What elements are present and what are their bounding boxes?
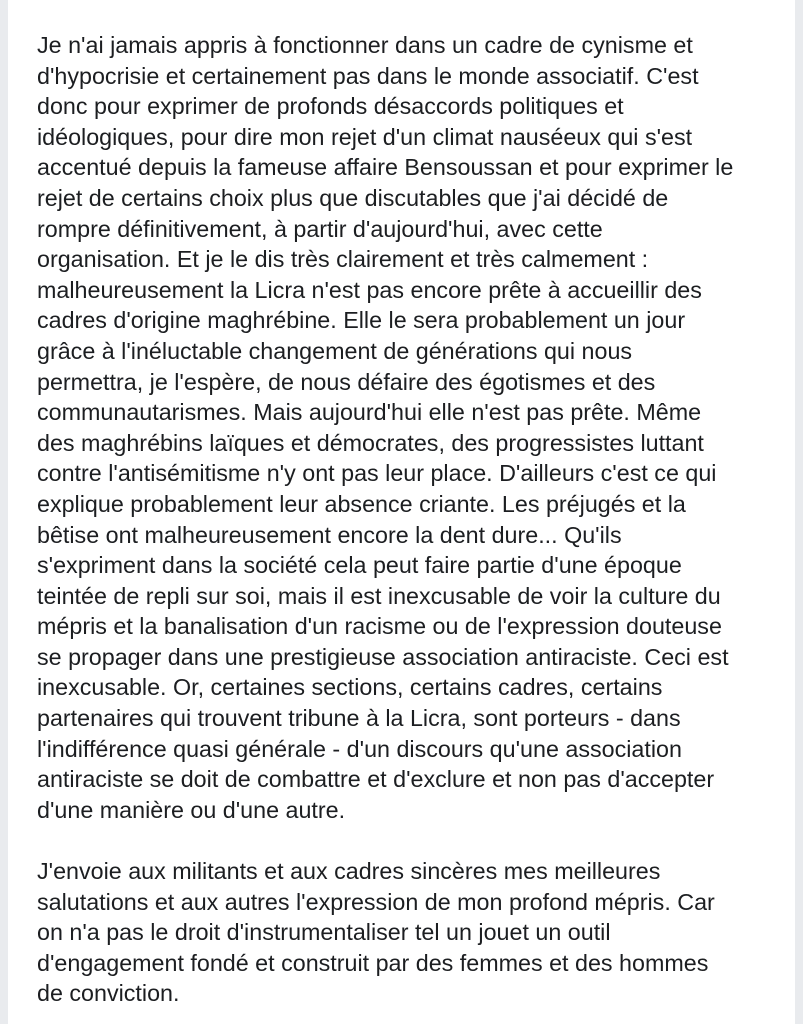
text-line: rompre définitivement, à partir d'aujourd'hui, avec cette [37,215,603,242]
text-line: grâce à l'inéluctable changement de générations qui nous [37,337,633,364]
text-line: rejet de certains choix plus que discutables que j'ai décidé de [37,184,669,211]
text-line: antiraciste se doit de combattre et d'exclure et non pas d'accepter [37,766,715,793]
text-line: inexcusable. Or, certaines sections, certains cadres, certains [37,674,663,701]
text-line: Je n'ai jamais appris à fonctionner dans un cadre de cynisme et [37,32,693,58]
text-line: d'une manière ou d'une autre. [37,796,346,823]
text-line: idéologiques, pour dire mon rejet d'un climat nauséeux qui s'est [37,123,693,150]
post-paragraph-2 [37,856,803,1009]
text-line: partenaires qui trouvent tribune à la Licra, sont porteurs - dans [37,705,681,732]
text-line: communautarismes. Mais aujourd'hui elle n'est pas prête. Même [37,399,702,426]
text-line: teintée de repli sur soi, mais il est inexcusable de voir la culture du [37,582,721,609]
text-line: se propager dans une prestigieuse association antiraciste. Ceci est [37,643,729,670]
text-line: des maghrébins laïques et démocrates, des progressistes luttant [37,429,704,456]
text-line: de conviction. [37,980,180,1007]
text-line: d'engagement fondé et construit par des femmes et des hommes [37,949,709,976]
text-line: explique probablement leur absence criante. Les préjugés et la [37,490,686,517]
text-line: l'indifférence quasi générale - d'un discours qu'une association [37,735,682,762]
text-line: mépris et la banalisation d'un racisme ou de l'expression douteuse [37,613,722,640]
text-line: accentué depuis la fameuse affaire Bensoussan et pour exprimer le [37,154,734,181]
text-line: contre l'antisémitisme n'y ont pas leur place. D'ailleurs c'est ce qui [37,460,717,487]
text-line: d'hypocrisie et certainement pas dans le monde associatif. C'est [37,62,699,89]
text-line: s'expriment dans la société cela peut faire partie d'une époque [37,552,682,579]
text-line: on n'a pas le droit d'instrumentaliser tel un jouet un outil [37,919,611,946]
text-line: permettra, je l'espère, de nous défaire des égotismes et des [37,368,656,395]
text-line: malheureusement la Licra n'est pas encore prête à accueillir des [37,276,702,303]
post-paragraph-1 [37,30,803,825]
text-line: J'envoie aux militants et aux cadres sincères mes meilleures [37,858,661,885]
paragraph-spacer [37,825,803,856]
text-line: organisation. Et je le dis très clairement et très calmement : [37,246,649,273]
text-line: donc pour exprimer de profonds désaccords politiques et [37,93,624,120]
text-line: cadres d'origine maghrébine. Elle le sera probablement un jour [37,307,686,334]
text-line: salutations et aux autres l'expression de mon profond mépris. Car [37,888,715,915]
post-text [37,30,803,1009]
text-line: bêtise ont malheureusement encore la dent dure... Qu'ils [37,521,622,548]
